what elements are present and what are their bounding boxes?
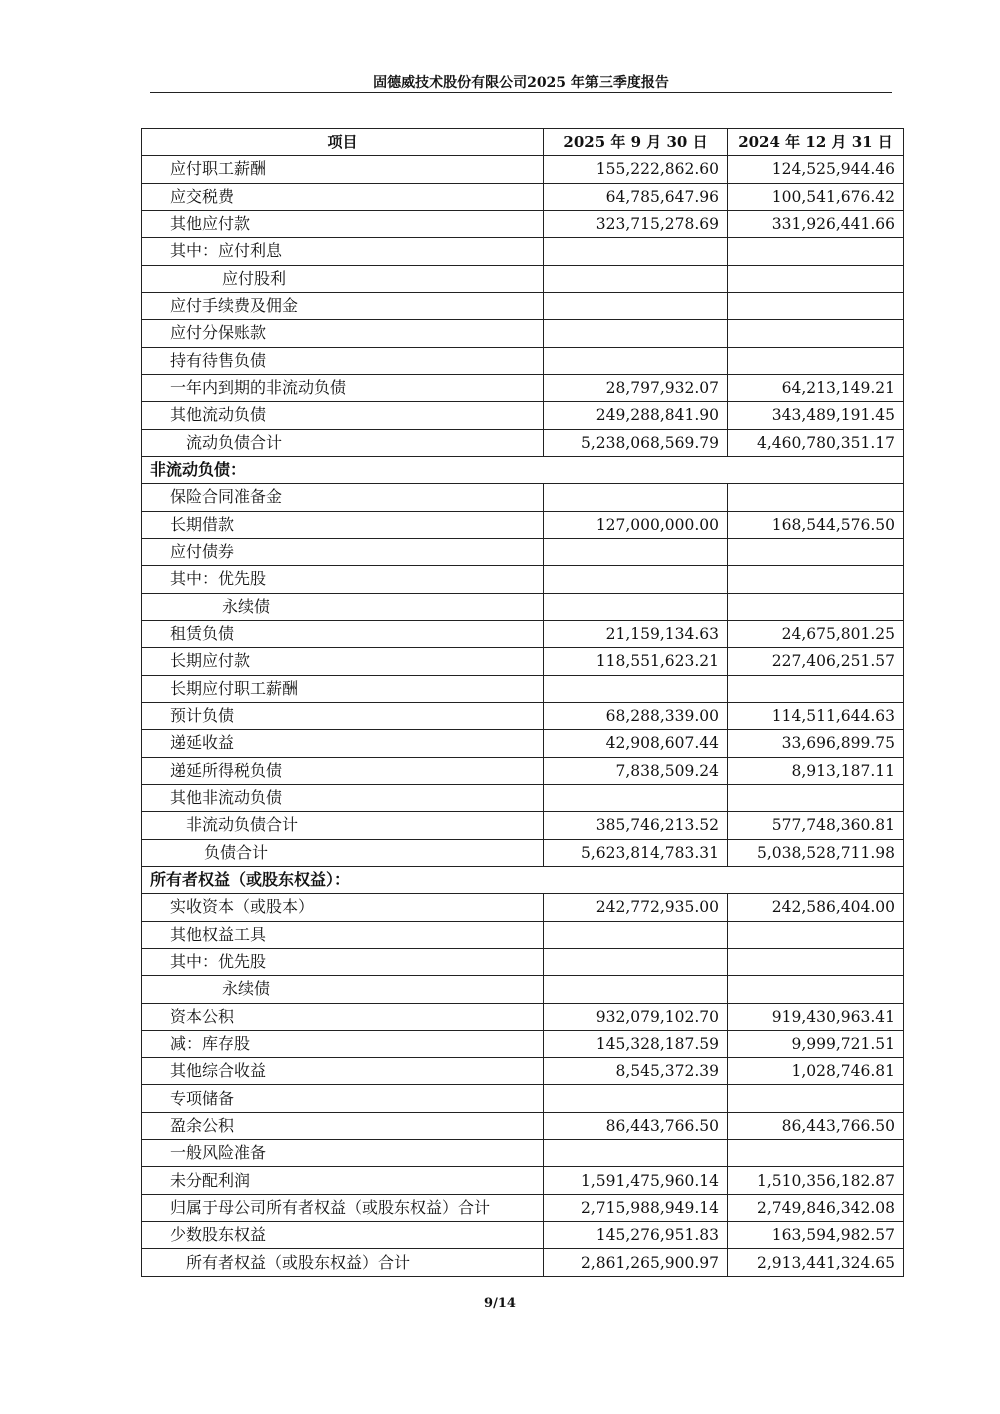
row-label: 一般风险准备 [142,1140,544,1167]
value-2024-12-31: 9,999,721.51 [728,1030,904,1057]
row-label: 其他应付款 [142,210,544,237]
value-2025-09-30 [544,1140,728,1167]
value-2024-12-31: 1,028,746.81 [728,1058,904,1085]
value-2025-09-30: 242,772,935.00 [544,894,728,921]
value-2024-12-31: 114,511,644.63 [728,702,904,729]
value-2025-09-30 [544,347,728,374]
table-row [142,812,904,839]
row-label: 应付股利 [142,265,544,292]
value-2024-12-31 [728,484,904,511]
value-2024-12-31: 2,913,441,324.65 [728,1249,904,1276]
table-row [142,511,904,538]
value-2025-09-30: 64,785,647.96 [544,183,728,210]
table-row [142,675,904,702]
table-row [142,1249,904,1276]
value-2024-12-31 [728,265,904,292]
row-label: 所有者权益（或股东权益）合计 [142,1249,544,1276]
table-row [142,1058,904,1085]
value-2025-09-30: 145,328,187.59 [544,1030,728,1057]
value-2024-12-31: 577,748,360.81 [728,812,904,839]
value-2025-09-30: 385,746,213.52 [544,812,728,839]
value-2024-12-31: 919,430,963.41 [728,1003,904,1030]
value-2024-12-31: 331,926,441.66 [728,210,904,237]
table-row [142,238,904,265]
column-header-2025-09-30: 2025 年 9 月 30 日 [544,129,728,156]
value-2025-09-30: 7,838,509.24 [544,757,728,784]
value-2025-09-30 [544,948,728,975]
value-2025-09-30: 28,797,932.07 [544,374,728,401]
table-row [142,1140,904,1167]
table-row [142,730,904,757]
row-label: 实收资本（或股本） [142,894,544,921]
value-2025-09-30 [544,593,728,620]
row-label: 持有待售负债 [142,347,544,374]
row-label: 长期借款 [142,511,544,538]
table-row [142,894,904,921]
table-row [142,757,904,784]
table-row [142,156,904,183]
value-2025-09-30 [544,976,728,1003]
table-row [142,976,904,1003]
row-label: 递延收益 [142,730,544,757]
row-label: 永续债 [142,976,544,1003]
value-2024-12-31 [728,292,904,319]
table-row [142,484,904,511]
header-divider [150,92,892,93]
column-header-item: 项目 [142,129,544,156]
value-2024-12-31 [728,784,904,811]
row-label: 少数股东权益 [142,1222,544,1249]
value-2024-12-31 [728,1085,904,1112]
table-row [142,538,904,565]
value-2025-09-30: 2,715,988,949.14 [544,1194,728,1221]
section-row [142,866,904,893]
row-label: 专项储备 [142,1085,544,1112]
value-2025-09-30 [544,1085,728,1112]
value-2025-09-30 [544,538,728,565]
table-body [142,156,904,1276]
row-label: 其中：应付利息 [142,238,544,265]
table-row [142,702,904,729]
table-row [142,347,904,374]
table-row [142,566,904,593]
value-2024-12-31 [728,1140,904,1167]
row-label: 其他流动负债 [142,402,544,429]
row-label: 其他综合收益 [142,1058,544,1085]
value-2025-09-30: 932,079,102.70 [544,1003,728,1030]
value-2025-09-30: 5,623,814,783.31 [544,839,728,866]
row-label: 应付分保账款 [142,320,544,347]
value-2025-09-30: 42,908,607.44 [544,730,728,757]
value-2025-09-30 [544,784,728,811]
row-label: 长期应付款 [142,648,544,675]
table-row [142,320,904,347]
value-2025-09-30: 8,545,372.39 [544,1058,728,1085]
value-2025-09-30: 68,288,339.00 [544,702,728,729]
value-2024-12-31 [728,538,904,565]
table-row [142,374,904,401]
value-2024-12-31 [728,566,904,593]
value-2024-12-31: 5,038,528,711.98 [728,839,904,866]
value-2024-12-31: 4,460,780,351.17 [728,429,904,456]
section-label: 所有者权益（或股东权益）： [142,866,904,893]
page-number: 9/14 [484,1296,516,1311]
value-2025-09-30 [544,566,728,593]
value-2025-09-30 [544,320,728,347]
table-row [142,1030,904,1057]
value-2024-12-31 [728,675,904,702]
value-2024-12-31 [728,976,904,1003]
value-2024-12-31: 227,406,251.57 [728,648,904,675]
table-row [142,648,904,675]
value-2025-09-30: 21,159,134.63 [544,620,728,647]
table-row [142,210,904,237]
value-2025-09-30 [544,292,728,319]
row-label: 未分配利润 [142,1167,544,1194]
row-label: 其他非流动负债 [142,784,544,811]
value-2025-09-30: 145,276,951.83 [544,1222,728,1249]
row-label: 其中：优先股 [142,566,544,593]
row-label: 预计负债 [142,702,544,729]
table-row [142,921,904,948]
value-2025-09-30 [544,238,728,265]
table-row [142,429,904,456]
row-label: 永续债 [142,593,544,620]
table-row [142,402,904,429]
row-label: 非流动负债合计 [142,812,544,839]
value-2024-12-31: 242,586,404.00 [728,894,904,921]
row-label: 应付债券 [142,538,544,565]
table-row [142,1194,904,1221]
row-label: 一年内到期的非流动负债 [142,374,544,401]
value-2025-09-30: 127,000,000.00 [544,511,728,538]
value-2025-09-30 [544,265,728,292]
row-label: 减：库存股 [142,1030,544,1057]
table-row [142,839,904,866]
value-2024-12-31: 343,489,191.45 [728,402,904,429]
row-label: 盈余公积 [142,1112,544,1139]
table-row [142,1167,904,1194]
table-row [142,1112,904,1139]
balance-sheet-table [141,128,904,1277]
value-2024-12-31: 33,696,899.75 [728,730,904,757]
value-2025-09-30: 5,238,068,569.79 [544,429,728,456]
value-2024-12-31: 100,541,676.42 [728,183,904,210]
value-2025-09-30 [544,484,728,511]
row-label: 归属于母公司所有者权益（或股东权益）合计 [142,1194,544,1221]
table-row [142,183,904,210]
value-2024-12-31: 64,213,149.21 [728,374,904,401]
value-2025-09-30: 249,288,841.90 [544,402,728,429]
table-row [142,948,904,975]
table-row [142,620,904,647]
value-2025-09-30: 1,591,475,960.14 [544,1167,728,1194]
table-row [142,593,904,620]
value-2024-12-31 [728,238,904,265]
column-header-2024-12-31: 2024 年 12 月 31 日 [728,129,904,156]
value-2024-12-31: 86,443,766.50 [728,1112,904,1139]
row-label: 应交税费 [142,183,544,210]
value-2025-09-30: 155,222,862.60 [544,156,728,183]
value-2024-12-31: 24,675,801.25 [728,620,904,647]
value-2025-09-30: 2,861,265,900.97 [544,1249,728,1276]
row-label: 长期应付职工薪酬 [142,675,544,702]
value-2024-12-31: 8,913,187.11 [728,757,904,784]
value-2024-12-31: 163,594,982.57 [728,1222,904,1249]
table-row [142,1085,904,1112]
value-2025-09-30: 86,443,766.50 [544,1112,728,1139]
value-2025-09-30: 323,715,278.69 [544,210,728,237]
table-header-row [142,129,904,156]
value-2025-09-30 [544,921,728,948]
section-row [142,456,904,483]
value-2024-12-31 [728,593,904,620]
value-2024-12-31 [728,320,904,347]
report-header-title: 固德威技术股份有限公司2025 年第三季度报告 [373,75,669,91]
table-row [142,784,904,811]
row-label: 应付手续费及佣金 [142,292,544,319]
row-label: 租赁负债 [142,620,544,647]
table-row [142,265,904,292]
row-label: 流动负债合计 [142,429,544,456]
row-label: 保险合同准备金 [142,484,544,511]
value-2024-12-31: 168,544,576.50 [728,511,904,538]
row-label: 负债合计 [142,839,544,866]
row-label: 资本公积 [142,1003,544,1030]
section-label: 非流动负债： [142,456,904,483]
row-label: 其中：优先股 [142,948,544,975]
value-2024-12-31 [728,921,904,948]
row-label: 其他权益工具 [142,921,544,948]
table-row [142,292,904,319]
value-2024-12-31: 2,749,846,342.08 [728,1194,904,1221]
value-2025-09-30: 118,551,623.21 [544,648,728,675]
value-2024-12-31 [728,948,904,975]
value-2024-12-31 [728,347,904,374]
row-label: 应付职工薪酬 [142,156,544,183]
row-label: 递延所得税负债 [142,757,544,784]
table-row [142,1003,904,1030]
value-2024-12-31: 124,525,944.46 [728,156,904,183]
table-row [142,1222,904,1249]
value-2024-12-31: 1,510,356,182.87 [728,1167,904,1194]
value-2025-09-30 [544,675,728,702]
